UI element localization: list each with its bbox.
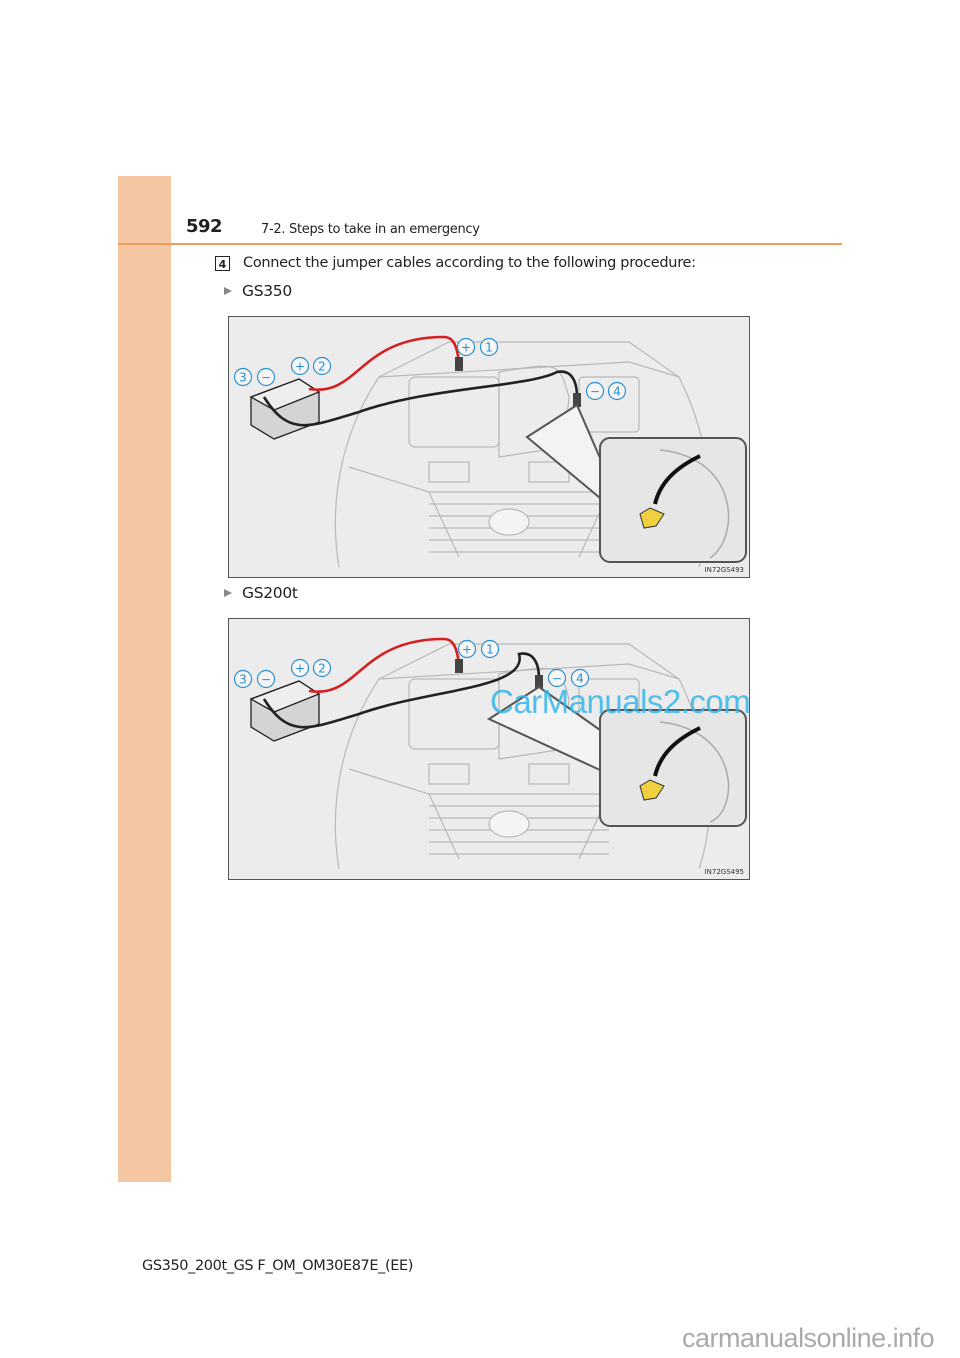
variant-heading-gs200t — [224, 584, 298, 602]
callout-label-n3: 3 — [239, 672, 247, 687]
callout-label-n1: 1 — [486, 642, 494, 657]
footer-code: GS350_200t_GS F_OM_OM30E87E_(EE) — [142, 1258, 414, 1274]
hood-edge — [379, 362, 679, 377]
callout-label-n2: 2 — [318, 359, 326, 374]
triangle-bullet-icon — [224, 589, 232, 597]
section-title: 7-2. Steps to take in an emergency — [261, 222, 480, 237]
callout-label-n3: 3 — [239, 370, 247, 385]
callout-label-n4: 4 — [576, 671, 584, 686]
chapter-tab — [118, 176, 171, 1182]
booster-battery — [251, 681, 319, 741]
figure-code: IN72GS495 — [704, 868, 744, 876]
vent — [429, 462, 469, 482]
jump-start-illustration — [229, 317, 749, 577]
watermark-overlay: CarManuals2.com — [490, 683, 751, 720]
ground-point-inset — [600, 438, 746, 562]
vent — [429, 764, 469, 784]
figure-gs350 — [228, 316, 750, 578]
callout-label-pos1: + — [460, 340, 472, 355]
watermark-bottom: carmanualsonline.info — [682, 1323, 935, 1353]
callout-label-n1: 1 — [485, 340, 493, 355]
figure-gs200t — [228, 618, 750, 880]
booster-battery — [251, 379, 319, 439]
hood-edge — [379, 664, 679, 679]
variant-heading-gs350 — [224, 282, 292, 300]
jump-start-illustration — [229, 619, 749, 879]
variant-label: GS200t — [242, 584, 298, 602]
callout-label-neg4: − — [589, 384, 601, 399]
vent — [529, 764, 569, 784]
step-number: 4 — [215, 256, 230, 271]
callout-label-pos2: + — [294, 359, 306, 374]
positive-clamp — [455, 357, 463, 371]
callout-label-neg3: − — [260, 370, 272, 385]
callout-label-neg4: − — [551, 671, 563, 686]
variant-label: GS350 — [242, 282, 292, 300]
header-rule — [118, 243, 842, 245]
callout-label-n4: 4 — [613, 384, 621, 399]
callout-label-n2: 2 — [318, 661, 326, 676]
positive-jumper-cable — [309, 337, 459, 390]
triangle-bullet-icon — [224, 287, 232, 295]
emblem — [489, 509, 529, 535]
callout-label-neg3: − — [260, 672, 272, 687]
page-number: 592 — [186, 216, 223, 237]
positive-jumper-cable — [309, 639, 459, 692]
emblem — [489, 811, 529, 837]
positive-clamp — [455, 659, 463, 673]
figure-code: IN72GS493 — [704, 566, 744, 574]
callout-label-pos1: + — [461, 642, 473, 657]
step-text: Connect the jumper cables according to the following procedure: — [243, 255, 696, 271]
callout-label-pos2: + — [294, 661, 306, 676]
engine-part — [409, 679, 499, 749]
